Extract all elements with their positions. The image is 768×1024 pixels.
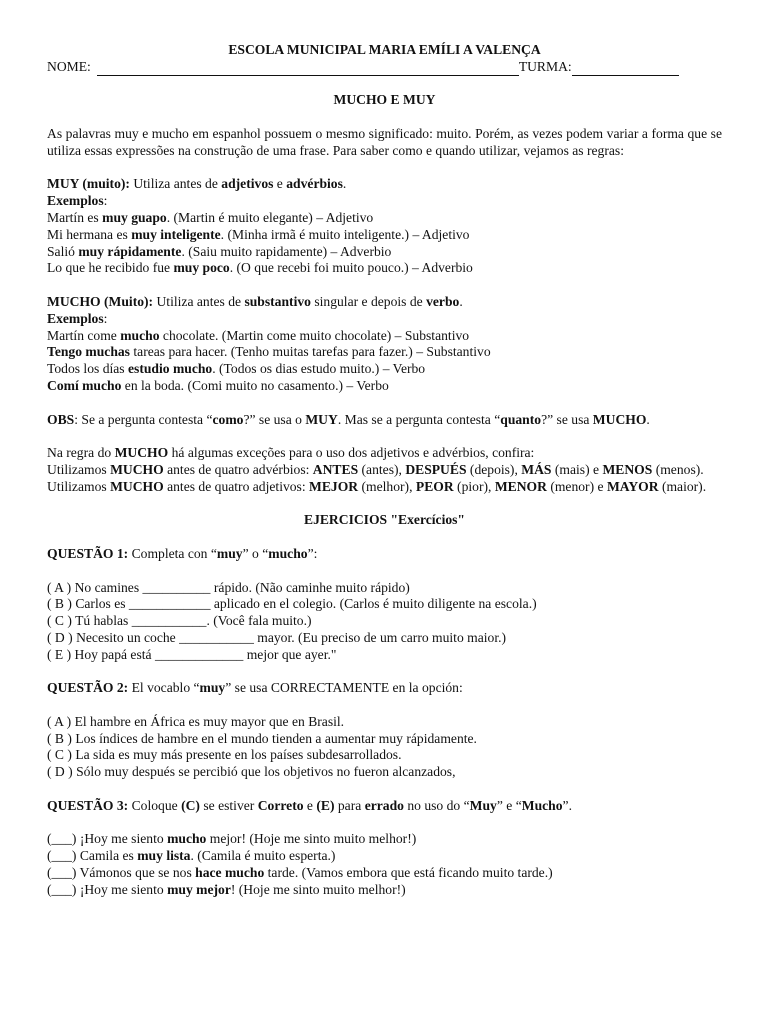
- page-title: MUCHO E MUY: [333, 92, 436, 108]
- question-3-prompt: QUESTÃO 3: Coloque (C) se estiver Correto e (E) para errado no uso do “Muy” e “Mucho”.: [47, 797, 572, 813]
- question-3-item[interactable]: (___) ¡Hoy me siento muy mejor! (Hoje me sinto muito melhor!): [47, 881, 406, 897]
- muy-example: Salió muy rápidamente. (Saiu muito rapidamente) – Adverbio: [47, 243, 392, 259]
- name-label: NOME:: [47, 58, 91, 74]
- exceptions-adverbs: Utilizamos MUCHO antes de quatro advérbios: ANTES (antes), DESPUÉS (depois), MÁS (mais) e MENOS (menos).: [47, 461, 704, 477]
- name-blank-line[interactable]: [97, 63, 519, 76]
- question-3-item[interactable]: (___) Camila es muy lista. (Camila é muito esperta.): [47, 848, 336, 864]
- question-2-option[interactable]: ( D ) Sólo muy después se percibió que los objetivos no fueron alcanzados,: [47, 764, 456, 780]
- question-2-option[interactable]: ( B ) Los índices de hambre en el mundo tienden a aumentar muy rápidamente.: [47, 730, 477, 746]
- mucho-example: Comí mucho en la boda. (Comi muito no casamento.) – Verbo: [47, 377, 389, 393]
- question-1-item[interactable]: ( E ) Hoy papá está _____________ mejor que ayer.": [47, 646, 337, 662]
- muy-example: Lo que he recibido fue muy poco. (O que recebi foi muito pouco.) – Adverbio: [47, 260, 473, 276]
- question-3-item[interactable]: (___) ¡Hoy me siento mucho mejor! (Hoje me sinto muito melhor!): [47, 831, 417, 847]
- question-2-option[interactable]: ( C ) La sida es muy más presente en los países subdesarrollados.: [47, 747, 402, 763]
- question-1-item[interactable]: ( D ) Necesito un coche ___________ mayor. (Eu preciso de um carro muito maior.): [47, 629, 507, 645]
- intro-paragraph: As palavras muy e mucho em espanhol possuem o mesmo significado: muito. Porém, as vezes podem variar a forma que se utiliza essas expressões na construção de uma frase. Para saber como e quando utilizar, vejamos as regras:: [47, 125, 722, 158]
- class-blank-line[interactable]: [572, 63, 679, 76]
- question-1-item[interactable]: ( C ) Tú hablas ___________. (Você fala muito.): [47, 613, 312, 629]
- mucho-example: Todos los días estudio mucho. (Todos os dias estudo muito.) – Verbo: [47, 361, 426, 377]
- mucho-examples-label: Exemplos:: [47, 310, 108, 326]
- exceptions-intro: Na regra do MUCHO há algumas exceções para o uso dos adjetivos e advérbios, confira:: [47, 445, 535, 461]
- class-label: TURMA:: [518, 58, 572, 74]
- school-name: ESCOLA MUNICIPAL MARIA EMÍLI A VALENÇA: [228, 42, 541, 57]
- muy-example: Martín es muy guapo. (Martin é muito elegante) – Adjetivo: [47, 209, 374, 225]
- muy-example: Mi hermana es muy inteligente. (Minha irmã é muito inteligente.) – Adjetivo: [47, 226, 470, 242]
- question-1-item[interactable]: ( B ) Carlos es ____________ aplicado en el colegio. (Carlos é muito diligente na escola.): [47, 596, 537, 612]
- muy-rule: MUY (muito): Utiliza antes de adjetivos e advérbios.: [47, 176, 347, 192]
- mucho-example: Martín come mucho chocolate. (Martin come muito chocolate) – Substantivo: [47, 327, 470, 343]
- mucho-rule: MUCHO (Muito): Utiliza antes de substantivo singular e depois de verbo.: [47, 293, 463, 309]
- exercises-title: EJERCICIOS "Exercícios": [304, 512, 465, 528]
- name-class-row: [47, 59, 722, 76]
- question-2-prompt: QUESTÃO 2: El vocablo “muy” se usa CORRECTAMENTE en la opción:: [47, 680, 463, 696]
- question-3-item[interactable]: (___) Vámonos que se nos hace mucho tarde. (Vamos embora que está ficando muito tarde.): [47, 865, 553, 881]
- mucho-example: Tengo muchas tareas para hacer. (Tenho muitas tarefas para fazer.) – Substantivo: [47, 344, 491, 360]
- question-1-prompt: QUESTÃO 1: Completa con “muy” o “mucho”:: [47, 545, 318, 561]
- question-2-option[interactable]: ( A ) El hambre en África es muy mayor que en Brasil.: [47, 713, 345, 729]
- exceptions-adjectives: Utilizamos MUCHO antes de quatro adjetivos: MEJOR (melhor), PEOR (pior), MENOR (menor) e MAYOR (maior).: [47, 478, 707, 494]
- obs-paragraph: OBS: Se a pergunta contesta “como?” se usa o MUY. Mas se a pergunta contesta “quanto?” se usa MUCHO.: [47, 411, 650, 427]
- muy-examples-label: Exemplos:: [47, 193, 108, 209]
- question-1-item[interactable]: ( A ) No camines __________ rápido. (Não caminhe muito rápido): [47, 579, 410, 595]
